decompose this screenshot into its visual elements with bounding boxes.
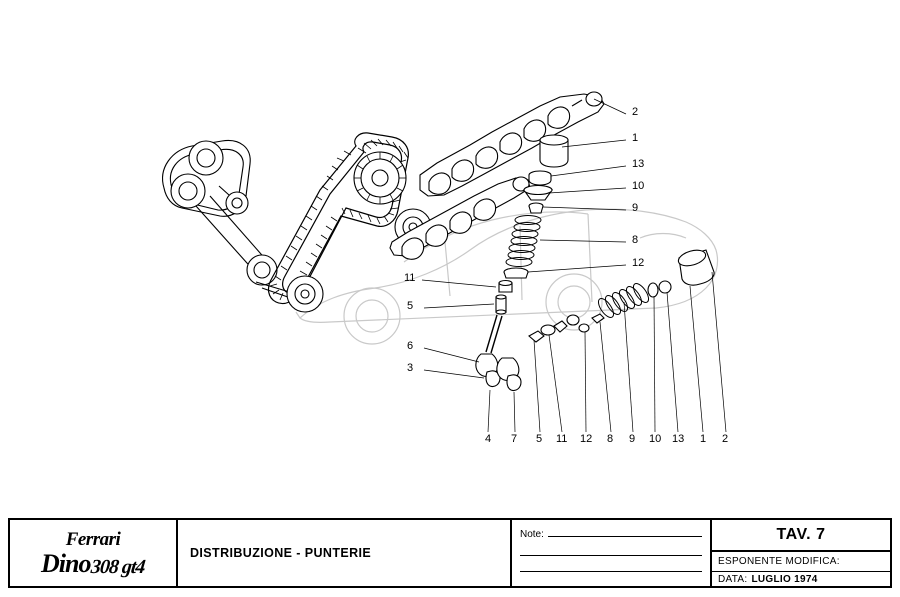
callout-9-top: 9 (632, 202, 639, 214)
callout-12-bottom: 12 (580, 433, 593, 445)
callout-12-top: 12 (632, 257, 645, 269)
callout-8-top: 8 (632, 234, 639, 246)
table-number: TAV. 7 (712, 520, 890, 552)
callout-11-bottom: 11 (556, 433, 568, 445)
callout-10-top: 10 (632, 180, 645, 192)
table-reference-block (712, 520, 890, 586)
model-script: Dino (40, 548, 91, 578)
callout-9-bottom: 9 (629, 433, 636, 445)
description-text: DISTRIBUZIONE - PUNTERIE (190, 546, 372, 560)
callout-10-bottom: 10 (649, 433, 662, 445)
callout-7-bottom: 7 (511, 433, 518, 445)
callout-2-bottom: 2 (722, 433, 729, 445)
callout-13-bottom: 13 (672, 433, 685, 445)
callout-8-bottom: 8 (607, 433, 614, 445)
callout-5-bottom: 5 (536, 433, 543, 445)
date-label: DATA: (718, 573, 748, 585)
title-block (8, 518, 892, 588)
note-rule-2[interactable] (520, 540, 702, 556)
callout-3-left: 3 (407, 362, 414, 374)
callout-6-left: 6 (407, 340, 414, 352)
callout-2-top: 2 (632, 106, 639, 118)
date-row (712, 572, 890, 586)
drawing-description (178, 520, 512, 586)
note-label: Note: (520, 529, 544, 540)
callout-4-bottom: 4 (485, 433, 492, 445)
model-number: 308 gt4 (90, 555, 147, 578)
valve-guide-and-valve (476, 281, 521, 391)
callout-1-top: 1 (632, 132, 639, 144)
callout-1-bottom: 1 (700, 433, 707, 445)
note-rule-1[interactable] (548, 526, 702, 537)
valve-train-lower-stack (529, 247, 714, 342)
brand-name: Ferrari (65, 528, 121, 550)
callout-11-left: 11 (404, 272, 416, 284)
callout-5-left: 5 (407, 300, 414, 312)
revision-label: ESPONENTE MODIFICA: (712, 552, 890, 572)
brand-logo (10, 520, 178, 586)
date-value: LUGLIO 1974 (751, 573, 818, 585)
callout-13-top: 13 (632, 158, 645, 170)
note-rule-3[interactable] (520, 556, 702, 572)
note-field (512, 520, 712, 586)
